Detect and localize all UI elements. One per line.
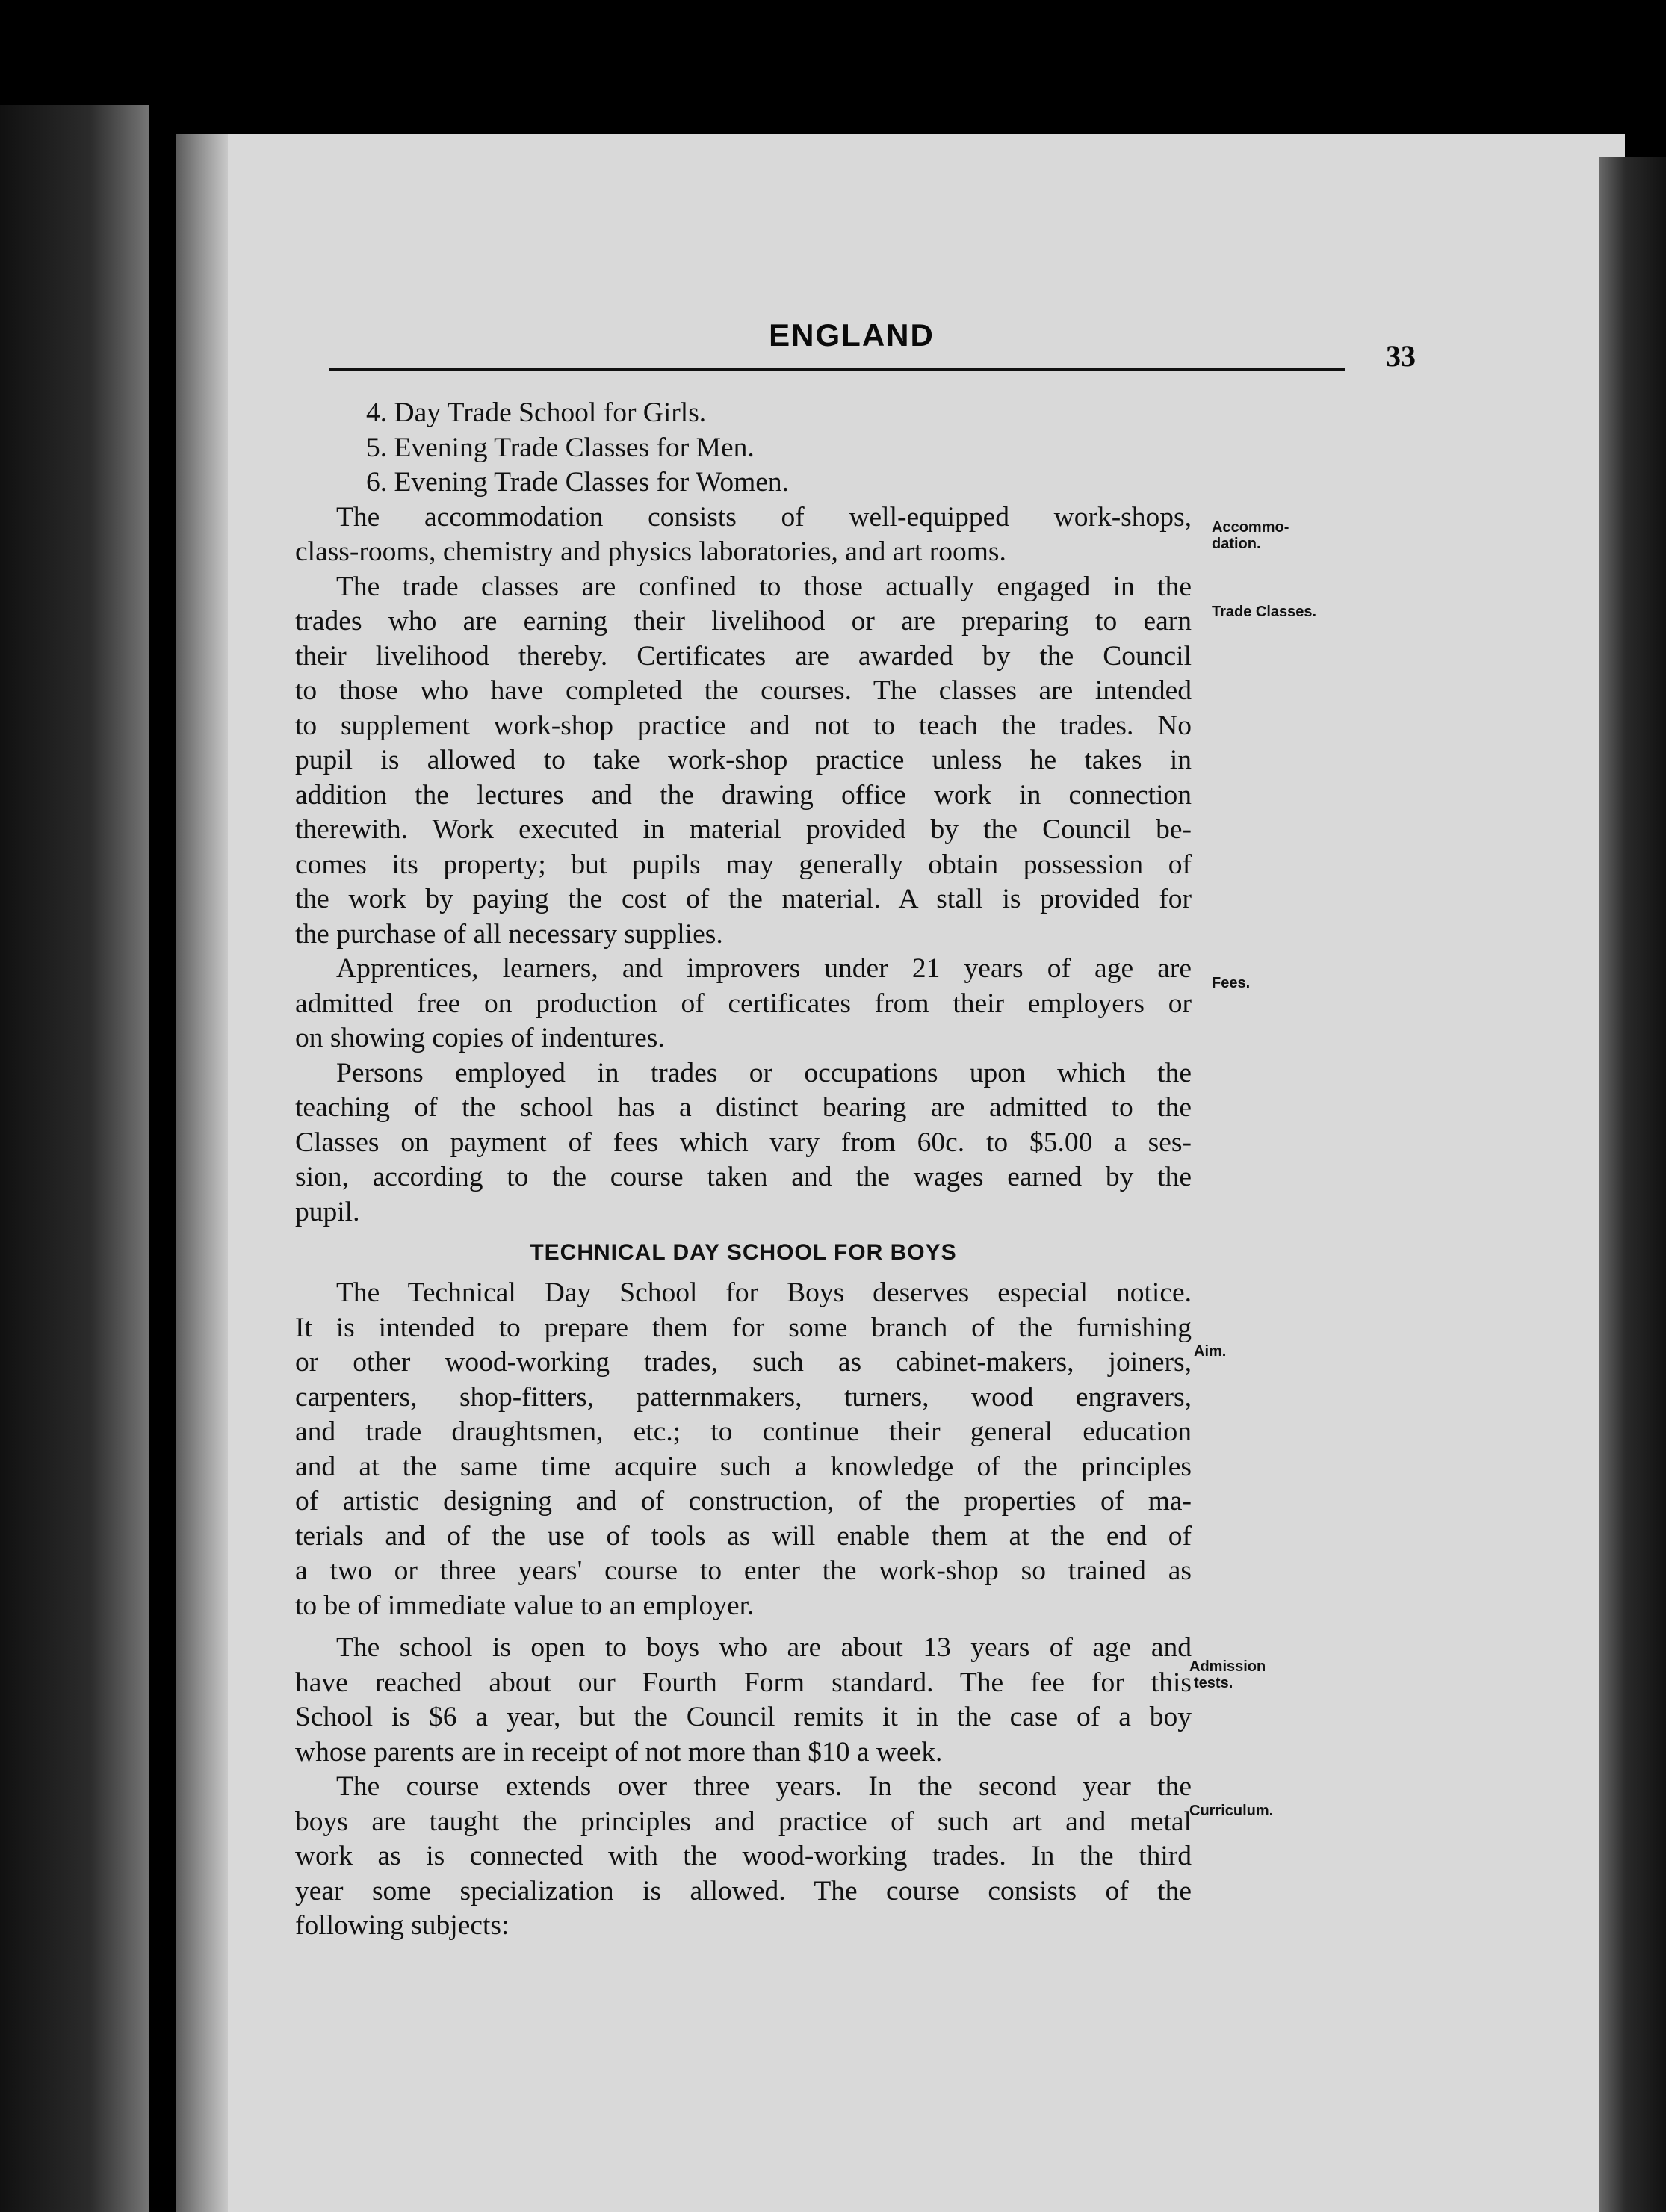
- paragraph-line: terials and of the use of tools as will enable them at the end of: [295, 1520, 1192, 1552]
- paragraph-line: or other wood-working trades, such as cabinet-makers, joiners,: [295, 1347, 1192, 1378]
- paragraph-line: a two or three years' course to enter the work-shop so trained as: [295, 1555, 1192, 1586]
- paragraph-line: pupil is allowed to take work-shop practice unless he takes in: [295, 745, 1192, 775]
- margin-note-line: Accommo-: [1212, 519, 1289, 536]
- paragraph-line: Apprentices, learners, and improvers under 21 years of age are: [336, 953, 1192, 984]
- paragraph-line: to those who have completed the courses. The classes are intended: [295, 675, 1192, 706]
- paragraph-line: year some specialization is allowed. The course consists of the: [295, 1875, 1192, 1906]
- paragraph-line: sion, according to the course taken and the wages earned by the: [295, 1162, 1192, 1192]
- paragraph-line: carpenters, shop-fitters, patternmakers, turners, wood engravers,: [295, 1381, 1192, 1413]
- header-rule: [329, 368, 1345, 371]
- paragraph-line: pupil.: [295, 1196, 360, 1227]
- paragraph-line: boys are taught the principles and practice of such art and metal: [295, 1806, 1192, 1837]
- paragraph-line: therewith. Work executed in material provided by the Council be-: [295, 814, 1192, 845]
- margin-note-fees: Fees.: [1212, 975, 1251, 991]
- paragraph-line: and at the same time acquire such a knowledge of the principles: [295, 1451, 1192, 1482]
- paragraph-line: class-rooms, chemistry and physics laboratories, and art rooms.: [295, 536, 1006, 567]
- paragraph-line: The school is open to boys who are about 13 years of age and: [336, 1632, 1192, 1663]
- paragraph-line: The course extends over three years. In the second year the: [336, 1771, 1192, 1802]
- paragraph-line: comes its property; but pupils may generally obtain possession of: [295, 849, 1192, 880]
- paragraph-line: It is intended to prepare them for some branch of the furnishing: [295, 1312, 1192, 1343]
- paragraph-line: their livelihood thereby. Certificates are awarded by the Council: [295, 640, 1192, 672]
- page-body-text: [295, 396, 1192, 1944]
- paragraph-line: Classes on payment of fees which vary from 60c. to $5.00 a ses-: [295, 1127, 1192, 1158]
- margin-note-line: tests.: [1194, 1675, 1233, 1691]
- list-item: 5. Evening Trade Classes for Men.: [366, 432, 755, 463]
- paragraph-line: admitted free on production of certificates from their employers or: [295, 988, 1192, 1019]
- paragraph-line: and trade draughtsmen, etc.; to continue their general education: [295, 1416, 1192, 1447]
- paragraph-line: whose parents are in receipt of not more than $10 a week.: [295, 1736, 943, 1768]
- margin-note-accommodation: [1212, 519, 1289, 552]
- paragraph-gap: [295, 1623, 1192, 1631]
- facing-page-edge: [0, 105, 149, 2212]
- paragraph-line: work as is connected with the wood-working trades. In the third: [295, 1841, 1192, 1871]
- paragraph-line: The accommodation consists of well-equipped work-shops,: [336, 501, 1192, 533]
- paragraph-line: The Technical Day School for Boys deserves especial notice.: [336, 1277, 1192, 1308]
- margin-note-line: Admission: [1189, 1658, 1266, 1675]
- binding-gutter: [176, 134, 228, 2212]
- list-item: 4. Day Trade School for Girls.: [366, 397, 707, 428]
- margin-note-line: dation.: [1212, 536, 1261, 552]
- section-heading: TECHNICAL DAY SCHOOL FOR BOYS: [530, 1240, 957, 1265]
- paragraph-line: The trade classes are confined to those actually engaged in the: [336, 571, 1192, 602]
- paragraph-line: have reached about our Fourth Form standard. The fee for this: [295, 1667, 1192, 1698]
- paragraph-line: of artistic designing and of construction, of the properties of ma-: [295, 1486, 1192, 1517]
- page-number: 33: [1386, 339, 1416, 373]
- paragraph-line: the work by paying the cost of the material. A stall is provided for: [295, 884, 1192, 914]
- paragraph-line: Persons employed in trades or occupations upon which the: [336, 1057, 1192, 1088]
- margin-note-admission: [1189, 1658, 1266, 1691]
- list-item: 6. Evening Trade Classes for Women.: [366, 467, 790, 498]
- margin-note-trade-classes: Trade Classes.: [1212, 604, 1317, 620]
- page-fore-edge: [1599, 157, 1666, 2212]
- paragraph-line: on showing copies of indentures.: [295, 1023, 665, 1053]
- paragraph-line: trades who are earning their livelihood or are preparing to earn: [295, 606, 1192, 636]
- paragraph-line: the purchase of all necessary supplies.: [295, 918, 723, 949]
- paragraph-line: to be of immediate value to an employer.: [295, 1590, 755, 1621]
- paragraph-line: School is $6 a year, but the Council remits it in the case of a boy: [295, 1702, 1192, 1732]
- paragraph-line: following subjects:: [295, 1910, 510, 1941]
- margin-note-aim: Aim.: [1194, 1343, 1227, 1360]
- paragraph-line: teaching of the school has a distinct bearing are admitted to the: [295, 1092, 1192, 1123]
- running-title: ENGLAND: [769, 317, 935, 353]
- margin-note-curriculum: Curriculum.: [1189, 1803, 1274, 1819]
- paragraph-line: to supplement work-shop practice and not to teach the trades. No: [295, 710, 1192, 741]
- paragraph-line: addition the lectures and the drawing office work in connection: [295, 779, 1192, 811]
